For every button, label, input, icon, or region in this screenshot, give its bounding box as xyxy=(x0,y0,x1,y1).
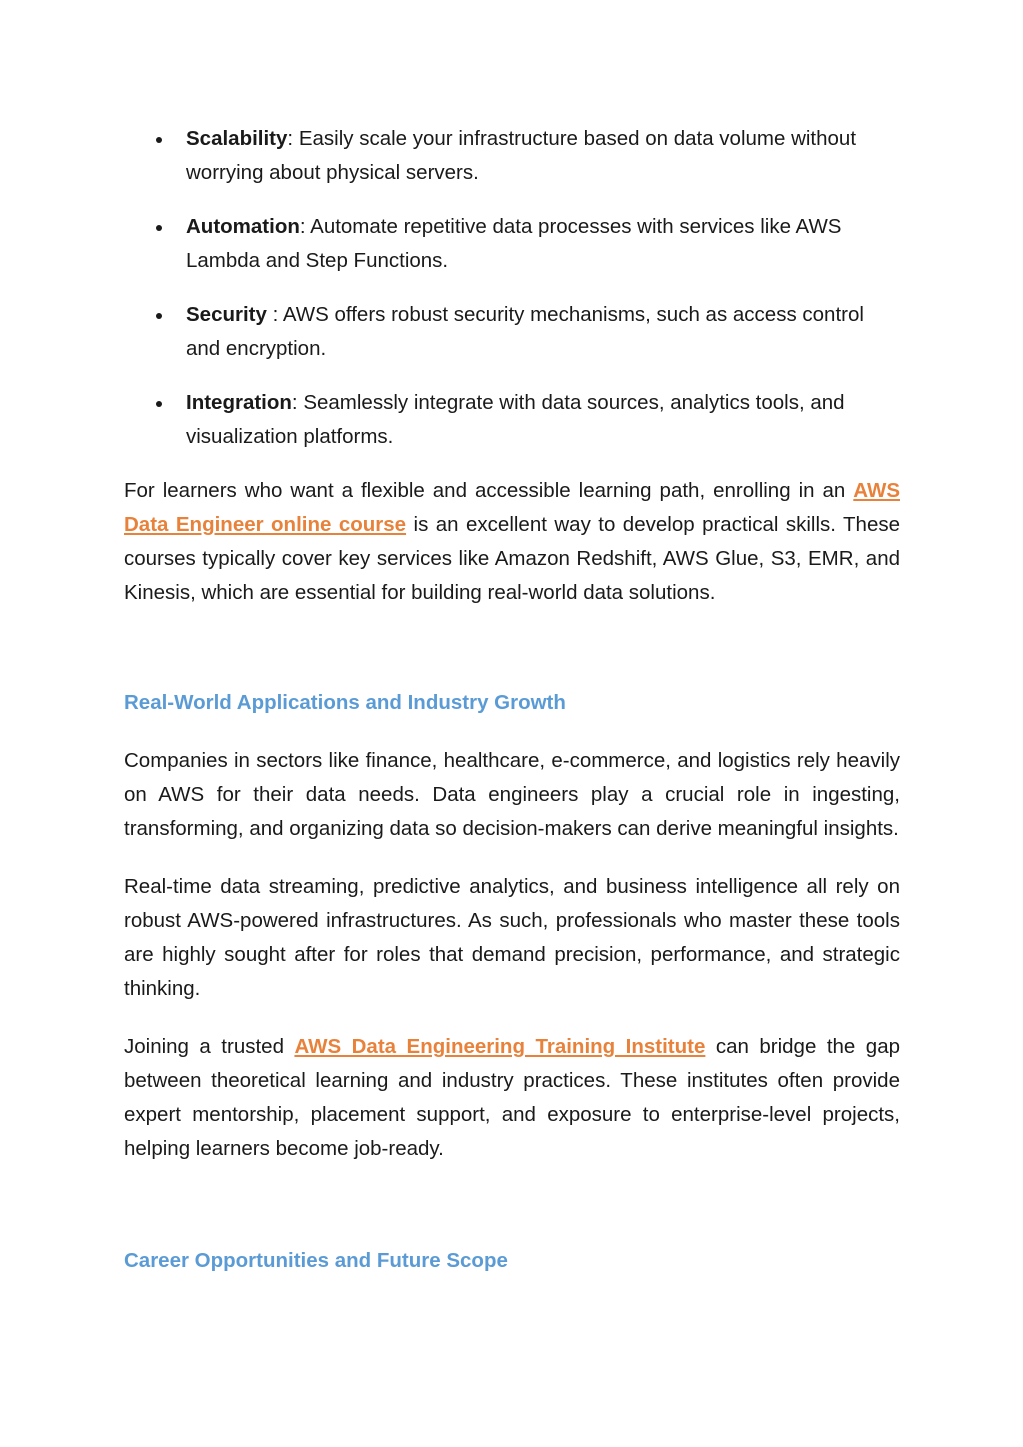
bullet-term: Security xyxy=(186,303,267,326)
aws-data-engineer-online-course-link[interactable]: AWS Data Engineer online course xyxy=(124,479,900,536)
bullet-separator: : xyxy=(299,215,311,238)
paragraph-text: can bridge the gap between theoretical learning and industry practices. These institutes often provide expert mentorship, placement support, and exposure to enterprise-level projects, helping learners become job-ready. xyxy=(124,1035,900,1160)
list-item xyxy=(124,210,900,278)
bullet-term: Scalability xyxy=(186,127,288,150)
bullet-icon xyxy=(156,225,162,231)
section-heading-career: Career Opportunities and Future Scope xyxy=(124,1249,508,1272)
bullet-text: Seamlessly integrate with data sources, analytics tools, and visualization platforms. xyxy=(186,391,845,448)
paragraph-realtime: Real-time data streaming, predictive analytics, and business intelligence all rely on robust AWS-powered infrastructures. As such, professionals who master these tools are highly sought after for roles that demand precision, performance, and strategic thinking. xyxy=(124,875,900,1000)
bullet-term: Integration xyxy=(186,391,292,414)
paragraph-companies: Companies in sectors like finance, healthcare, e-commerce, and logistics rely heavily on AWS for their data needs. Data engineers play a crucial role in ingesting, transforming, and organizing data so decision-makers can derive meaningful insights. xyxy=(124,749,900,840)
bullet-icon xyxy=(156,137,162,143)
list-item xyxy=(124,122,900,190)
list-item xyxy=(124,386,900,454)
benefits-list xyxy=(124,122,900,454)
list-item xyxy=(124,298,900,366)
bullet-separator: : xyxy=(287,127,299,150)
bullet-separator: : xyxy=(291,391,304,414)
bullet-term: Automation xyxy=(186,215,300,238)
paragraph-text: For learners who want a flexible and accessible learning path, enrolling in an xyxy=(124,479,854,502)
bullet-icon xyxy=(156,313,162,319)
section-heading-real-world: Real-World Applications and Industry Growth xyxy=(124,691,566,714)
bullet-icon xyxy=(156,401,162,407)
document-page xyxy=(124,122,900,1278)
bullet-text: AWS offers robust security mechanisms, such as access control and encryption. xyxy=(186,303,864,360)
paragraph-text: is an excellent way to develop practical skills. These courses typically cover key services like Amazon Redshift, AWS Glue, S3, EMR, and Kinesis, which are essential for building real-world data solutions. xyxy=(124,513,901,604)
paragraph-learners xyxy=(124,474,900,610)
aws-data-engineering-training-institute-link[interactable]: AWS Data Engineering Training Institute xyxy=(294,1035,706,1058)
bullet-text: Easily scale your infrastructure based on data volume without worrying about physical servers. xyxy=(186,127,857,184)
bullet-separator: : xyxy=(266,303,283,326)
bullet-text: Automate repetitive data processes with services like AWS Lambda and Step Functions. xyxy=(186,215,842,272)
paragraph-joining xyxy=(124,1030,900,1166)
paragraph-text: Joining a trusted xyxy=(124,1035,295,1058)
